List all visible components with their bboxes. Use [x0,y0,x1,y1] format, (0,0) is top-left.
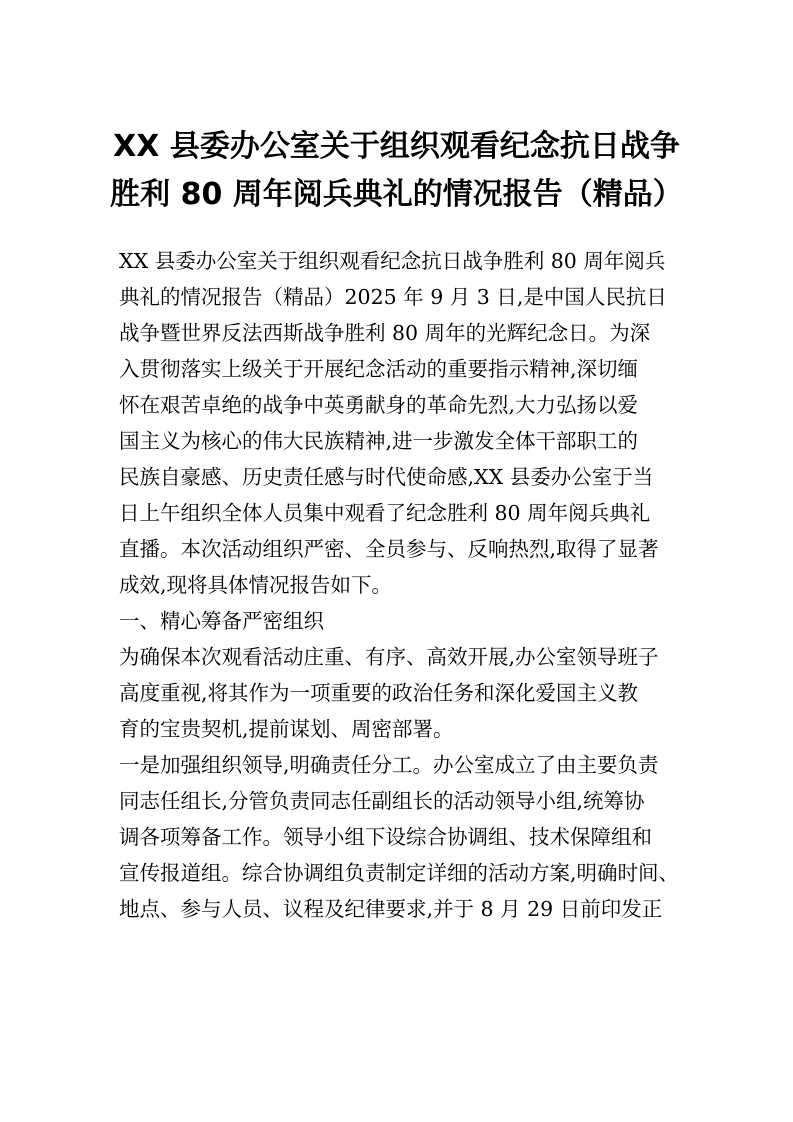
body-line: 一是加强组织领导,明确责任分工。办公室成立了由主要负责 [119,753,659,777]
body-line: 调各项筹备工作。领导小组下设综合协调组、技术保障组和 [119,825,652,849]
body-line: 地点、参与人员、议程及纪律要求,并于 8 月 29 日前印发正 [119,897,663,921]
body-line: 育的宝贵契机,提前谋划、周密部署。 [119,717,454,741]
document-title-line-1: XX 县委办公室关于组织观看纪念抗日战争 [113,129,680,164]
body-line: 日上午组织全体人员集中观看了纪念胜利 80 周年阅兵典礼 [119,501,651,525]
body-line: 同志任组长,分管负责同志任副组长的活动领导小组,统筹协 [119,789,645,813]
body-line: 高度重视,将其作为一项重要的政治任务和深化爱国主义教 [119,681,639,705]
body-line: 宣传报道组。综合协调组负责制定详细的活动方案,明确时间、 [119,861,680,885]
body-line: 国主义为核心的伟大民族精神,进一步激发全体干部职工的 [119,429,639,453]
body-line: 战争暨世界反法西斯战争胜利 80 周年的光辉纪念日。为深 [119,321,651,345]
section-heading: 一、精心筹备严密组织 [119,609,324,633]
body-line: 成效,现将具体情况报告如下。 [119,573,393,597]
body-line: 入贯彻落实上级关于开展纪念活动的重要指示精神,深切缅 [119,357,639,381]
body-line: 民族自豪感、历史责任感与时代使命感,XX 县委办公室于当 [119,465,654,489]
body-line: 典礼的情况报告（精品）2025 年 9 月 3 日,是中国人民抗日 [119,285,667,309]
body-line: 直播。本次活动组织严密、全员参与、反响热烈,取得了显著 [119,537,659,561]
body-line: XX 县委办公室关于组织观看纪念抗日战争胜利 80 周年阅兵 [119,249,666,273]
body-line: 怀在艰苦卓绝的战争中英勇献身的革命先烈,大力弘扬以爱 [119,393,639,417]
body-line: 为确保本次观看活动庄重、有序、高效开展,办公室领导班子 [119,645,659,669]
document-title-line-2: 胜利 80 周年阅兵典礼的情况报告（精品） [110,177,683,212]
